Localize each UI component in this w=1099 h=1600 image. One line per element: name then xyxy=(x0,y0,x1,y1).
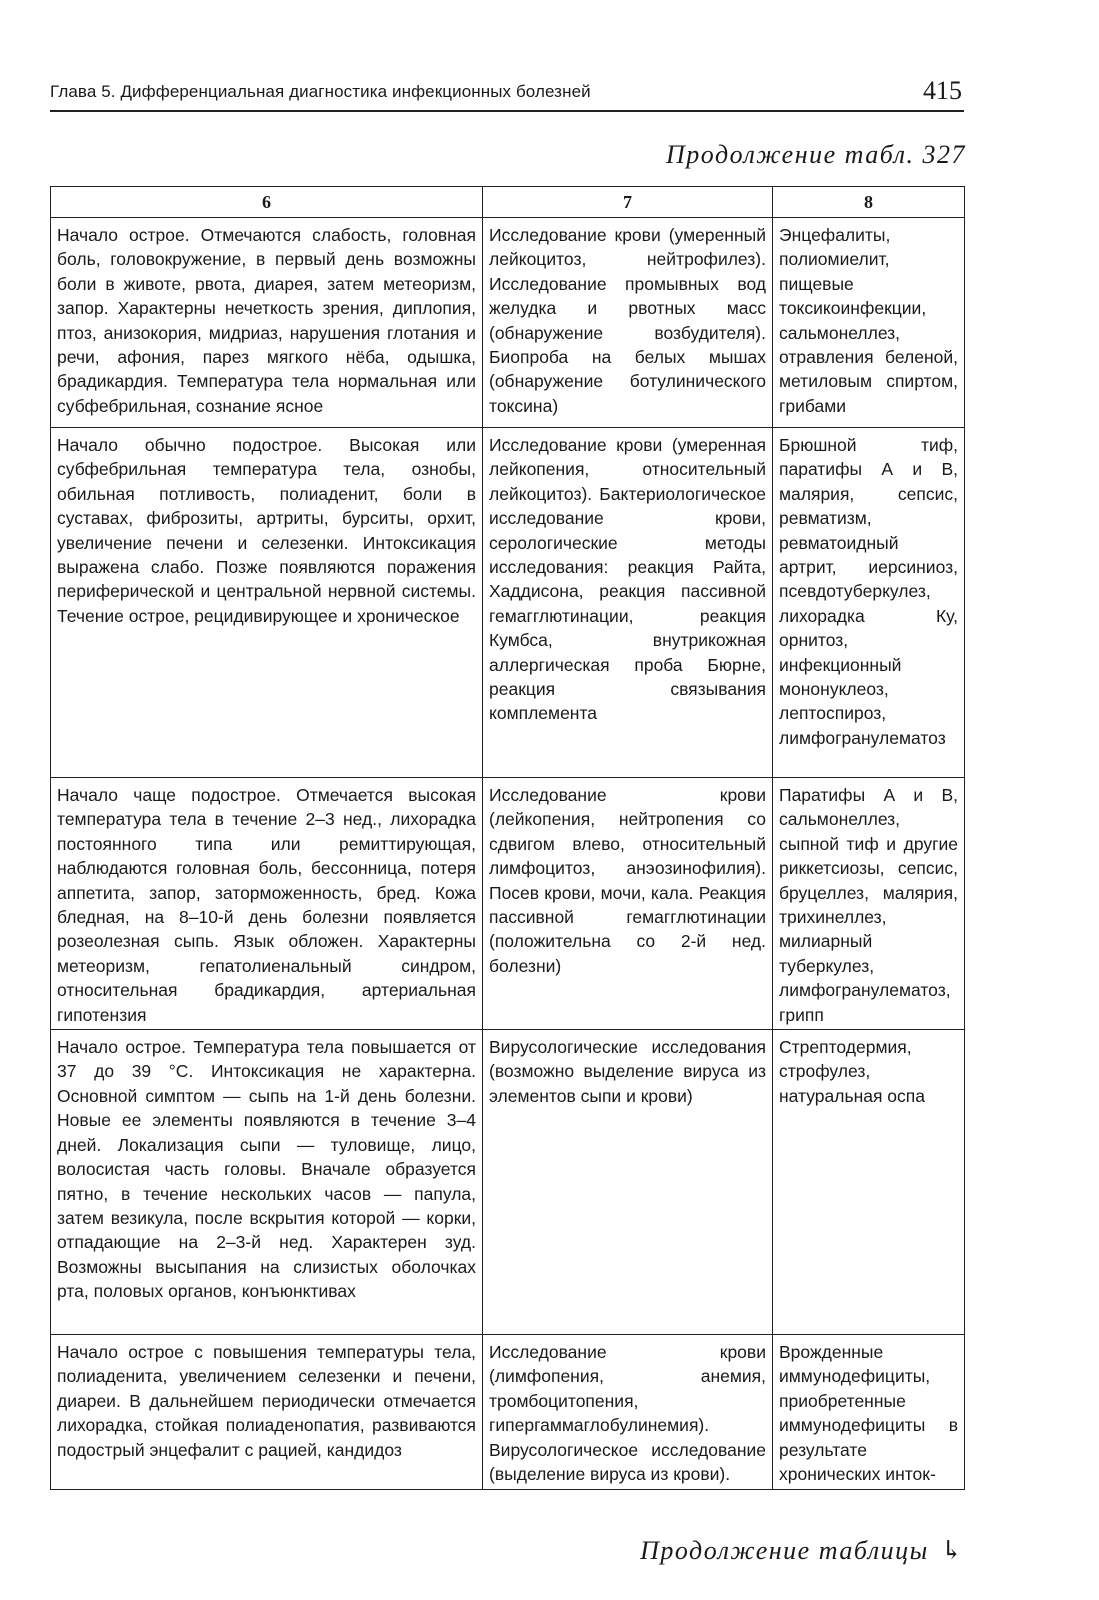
table-continues-label xyxy=(640,1536,964,1566)
turn-page-arrow-icon: ↳ xyxy=(940,1536,964,1565)
lab-cell: Вирусологические исследования (возможно выделение вируса из элементов сыпи и крови) xyxy=(483,1030,773,1335)
clinical-cell: Начало обычно подострое. Высокая или субфебрильная температура тела, ознобы, обильная потливость, полиаденит, боли в суставах, фиброзиты, артриты, бурситы, орхит, увеличение печени и селезенки. Интоксикация выражена слабо. Позже появляются поражения периферической и центральной нервной системы. Течение острое, рецидивирующее и хроническое xyxy=(51,428,483,778)
lab-cell: Исследование крови (лейкопения, нейтропения со сдвигом влево, относительный лимфоцитоз, анэозинофилия). Посев крови, мочи, кала. Реакция пассивной гемагглютинации (положительна со 2-й нед. болезни) xyxy=(483,778,773,1030)
diagnosis-table xyxy=(50,186,965,1490)
table-row xyxy=(51,778,965,1030)
differential-cell: Паратифы А и В, сальмонеллез, сыпной тиф и другие риккетсиозы, сепсис, бруцеллез, малярия, трихинеллез, милиарный туберкулез, лимфогранулематоз, грипп xyxy=(773,778,965,1030)
page-header xyxy=(50,76,964,112)
clinical-cell: Начало чаще подострое. Отмечается высокая температура тела в течение 2–3 нед., лихорадка постоянного типа или ремиттирующая, наблюдаются головная боль, бессонница, потеря аппетита, запор, заторможенность, бред. Кожа бледная, на 8–10-й день болезни появляется розеолезная сыпь. Язык обложен. Характерны метеоризм, гепатолиенальный синдром, относительная брадикардия, артериальная гипотензия xyxy=(51,778,483,1030)
table-row xyxy=(51,1335,965,1489)
lab-cell: Исследование крови (умеренная лейкопения, относительный лейкоцитоз). Бактериологическое исследование крови, серологические методы исследования: реакция Райта, Хаддисона, реакция пассивной гемагглютинации, реакция Кумбса, внутрикожная аллергическая проба Бюрне, реакция связывания комплемента xyxy=(483,428,773,778)
differential-cell: Врожденные иммунодефициты, приобретенные иммунодефициты в результате хронических инток- xyxy=(773,1335,965,1489)
table-header-row xyxy=(51,187,965,218)
chapter-title: Глава 5. Дифференциальная диагностика инфекционных болезней xyxy=(50,82,591,101)
table-continues-text: Продолжение таблицы xyxy=(640,1536,929,1565)
column-header-7: 7 xyxy=(483,187,773,218)
clinical-cell: Начало острое. Отмечаются слабость, головная боль, головокружение, в первый день возможны боли в животе, рвота, диарея, затем метеоризм, запор. Характерны нечеткость зрения, диплопия, птоз, анизокория, мидриаз, нарушения глотания и речи, афония, парез мягкого нёба, одышка, брадикардия. Температура тела нормальная или субфебрильная, сознание ясное xyxy=(51,218,483,428)
lab-cell: Исследование крови (умеренный лейкоцитоз, нейтрофилез). Исследование промывных вод желудка и рвотных масс (обнаружение возбудителя). Биопроба на белых мышах (обнаружение ботулинического токсина) xyxy=(483,218,773,428)
table-row xyxy=(51,218,965,428)
clinical-cell: Начало острое. Температура тела повышается от 37 до 39 °С. Интоксикация не характерна. Основной симптом — сыпь на 1-й день болезни. Новые ее элементы появляются в течение 3–4 дней. Локализация сыпи — туловище, лицо, волосистая часть головы. Вначале образуется пятно, в течение нескольких часов — папула, затем везикула, после вскрытия которой — корки, отпадающие на 2–3-й нед. Характерен зуд. Возможны высыпания на слизистых оболочках рта, половых органов, конъюнктивах xyxy=(51,1030,483,1335)
differential-cell: Брюшной тиф, паратифы А и В, малярия, сепсис, ревматизм, ревматоидный артрит, иерсиниоз, псевдотуберкулез, лихорадка Ку, орнитоз, инфекционный мононуклеоз, лептоспироз, лимфогранулематоз xyxy=(773,428,965,778)
table-row xyxy=(51,1030,965,1335)
column-header-6: 6 xyxy=(51,187,483,218)
differential-cell: Стрептодермия, строфулез, натуральная оспа xyxy=(773,1030,965,1335)
column-header-8: 8 xyxy=(773,187,965,218)
clinical-cell: Начало острое с повышения температуры тела, полиаденита, увеличением селезенки и печени, диареи. В дальнейшем периодически отмечается лихорадка, стойкая полиаденопатия, развиваются подострый энцефалит с рацией, кандидоз xyxy=(51,1335,483,1489)
page-number: 415 xyxy=(923,76,962,105)
table-continuation-label: Продолжение табл. 327 xyxy=(666,140,966,169)
table-row xyxy=(51,428,965,778)
differential-cell: Энцефалиты, полиомиелит, пищевые токсикоинфекции, сальмонеллез, отравления беленой, метиловым спиртом, грибами xyxy=(773,218,965,428)
lab-cell: Исследование крови (лимфопения, анемия, тромбоцитопения, гипергаммаглобулинемия). Вирусологическое исследование (выделение вируса из крови). xyxy=(483,1335,773,1489)
